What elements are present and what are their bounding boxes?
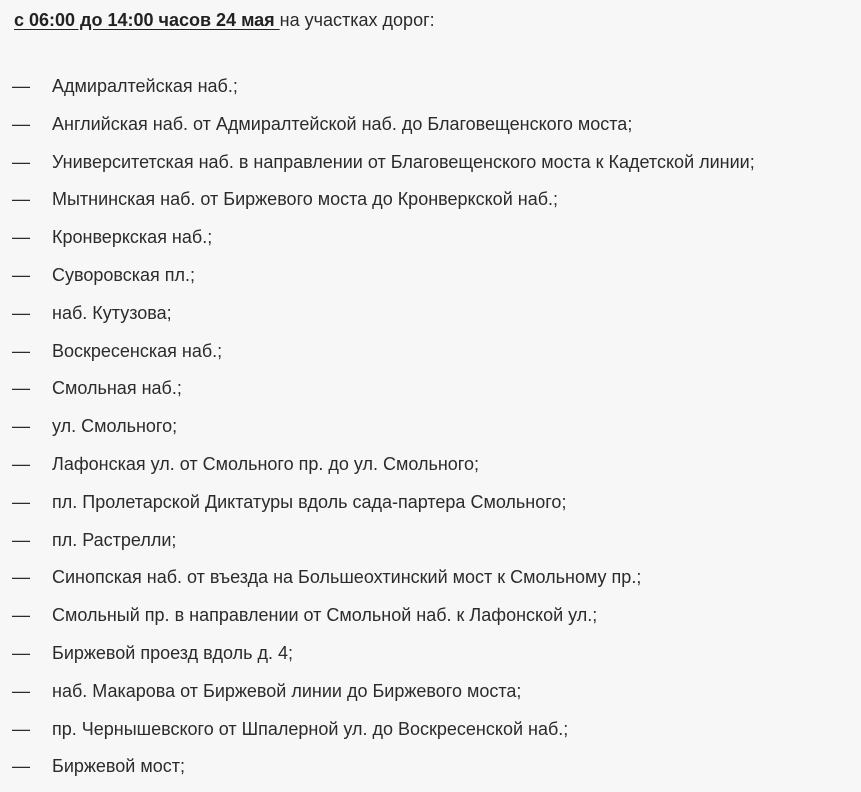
list-item xyxy=(12,452,755,490)
list-item xyxy=(12,754,755,792)
list-item xyxy=(12,301,755,339)
dash-bullet: — xyxy=(12,151,30,172)
list-item-text: Адмиралтейская наб.; xyxy=(52,76,238,96)
list-item-text: Кронверкская наб.; xyxy=(52,227,213,248)
list-item-text: Воскресенская наб.; xyxy=(52,340,223,361)
dash-bullet: — xyxy=(12,567,30,588)
list-item xyxy=(12,679,755,717)
list-item-text: наб. Макарова от Биржевой линии до Биржевого моста; xyxy=(52,680,522,701)
list-item-text: Университетская наб. в направлении от Благовещенского моста к Кадетской линии; xyxy=(52,151,755,172)
list-item xyxy=(12,641,755,679)
list-item-text: Смольный пр. в направлении от Смольной наб. к Лафонской ул.; xyxy=(52,605,598,626)
dash-bullet: — xyxy=(12,529,30,550)
list-item-text: пл. Пролетарской Диктатуры вдоль сада-партера Смольного; xyxy=(52,491,567,512)
dash-bullet: — xyxy=(12,340,30,361)
list-item xyxy=(12,528,755,566)
dash-bullet: — xyxy=(12,189,30,210)
dash-bullet: — xyxy=(12,227,30,248)
list-item xyxy=(12,376,755,414)
list-item-text: Суворовская пл.; xyxy=(52,264,196,285)
list-item-text: пл. Растрелли; xyxy=(52,529,177,550)
time-range: с 06:00 до 14:00 часов 24 мая xyxy=(14,10,280,30)
list-item xyxy=(12,187,755,225)
dash-bullet: — xyxy=(12,113,30,134)
list-item xyxy=(12,225,755,263)
road-list xyxy=(12,74,755,792)
dash-bullet: — xyxy=(12,453,30,474)
list-item xyxy=(12,717,755,755)
list-item-text: Биржевой проезд вдоль д. 4; xyxy=(52,642,293,663)
list-item xyxy=(12,74,755,112)
list-item xyxy=(12,339,755,377)
dash-bullet: — xyxy=(12,302,30,323)
intro-paragraph xyxy=(14,8,435,32)
dash-bullet: — xyxy=(12,642,30,663)
dash-bullet: — xyxy=(12,491,30,512)
list-item xyxy=(12,603,755,641)
list-item xyxy=(12,112,755,150)
list-item-text: ул. Смольного; xyxy=(52,416,178,437)
list-item-text: Мытнинская наб. от Биржевого моста до Кронверкской наб.; xyxy=(52,189,559,210)
list-item-text: Лафонская ул. от Смольного пр. до ул. Смольного; xyxy=(52,453,479,474)
list-item xyxy=(12,263,755,301)
list-item-text: Биржевой мост; xyxy=(52,756,185,777)
list-item-text: Смольная наб.; xyxy=(52,378,182,399)
dash-bullet: — xyxy=(12,718,30,739)
dash-bullet: — xyxy=(12,605,30,626)
intro-text: на участках дорог: xyxy=(279,10,435,30)
dash-bullet: — xyxy=(12,416,30,437)
list-item-text: Английская наб. от Адмиралтейской наб. до Благовещенского моста; xyxy=(52,113,633,134)
list-item-text: Синопская наб. от въезда на Большеохтинский мост к Смольному пр.; xyxy=(52,567,642,588)
dash-bullet: — xyxy=(12,756,30,777)
dash-bullet: — xyxy=(12,680,30,701)
list-item xyxy=(12,414,755,452)
dash-bullet: — xyxy=(12,378,30,399)
dash-bullet: — xyxy=(12,264,30,285)
dash-bullet: — xyxy=(12,76,30,96)
list-item xyxy=(12,565,755,603)
list-item-text: наб. Кутузова; xyxy=(52,302,172,323)
list-item xyxy=(12,150,755,188)
list-item xyxy=(12,490,755,528)
list-item-text: пр. Чернышевского от Шпалерной ул. до Воскресенской наб.; xyxy=(52,718,569,739)
